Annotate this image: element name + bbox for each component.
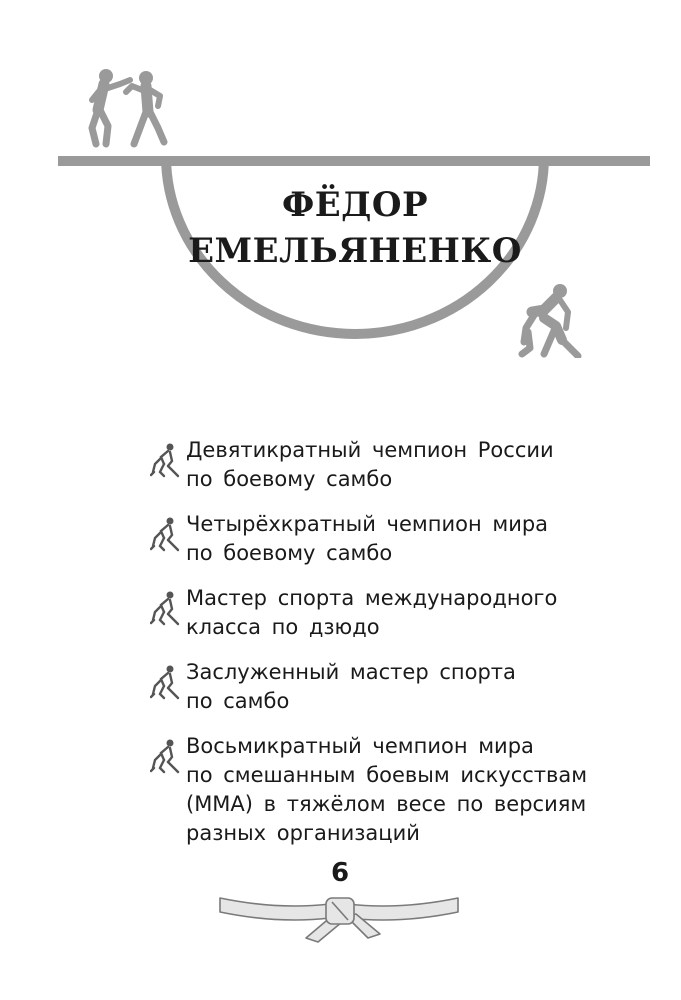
martial-arts-belt-icon bbox=[218, 890, 460, 944]
sambo-fighter-icon bbox=[150, 738, 180, 774]
list-item bbox=[150, 732, 620, 848]
fact-text: Заслуженный мастер спорта по самбо bbox=[186, 660, 516, 713]
fact-text: Четырёхкратный чемпион мира по боевому самбо bbox=[186, 512, 549, 565]
sambo-fighter-icon bbox=[150, 664, 180, 700]
fact-text: Восьмикратный чемпион мира по смешанным боевым искусствам (ММА) в тяжёлом весе по версиям разных организаций bbox=[186, 734, 588, 845]
page-title bbox=[158, 182, 552, 274]
list-item bbox=[150, 584, 620, 642]
list-item bbox=[150, 436, 620, 494]
fact-text: Девятикратный чемпион России по боевому самбо bbox=[186, 438, 554, 491]
title-last-name: ЕМЕЛЬЯНЕНКО bbox=[188, 231, 522, 271]
wrestlers-icon bbox=[516, 282, 582, 358]
sambo-fighter-icon bbox=[150, 516, 180, 552]
sambo-fighter-icon bbox=[150, 590, 180, 626]
facts-list bbox=[150, 436, 620, 864]
title-first-name: ФЁДОР bbox=[281, 185, 429, 225]
sambo-fighter-icon bbox=[150, 442, 180, 478]
boxers-icon bbox=[86, 66, 170, 150]
list-item bbox=[150, 658, 620, 716]
page-number: 6 bbox=[330, 858, 350, 888]
fact-text: Мастер спорта международного класса по дзюдо bbox=[186, 586, 558, 639]
list-item bbox=[150, 510, 620, 568]
